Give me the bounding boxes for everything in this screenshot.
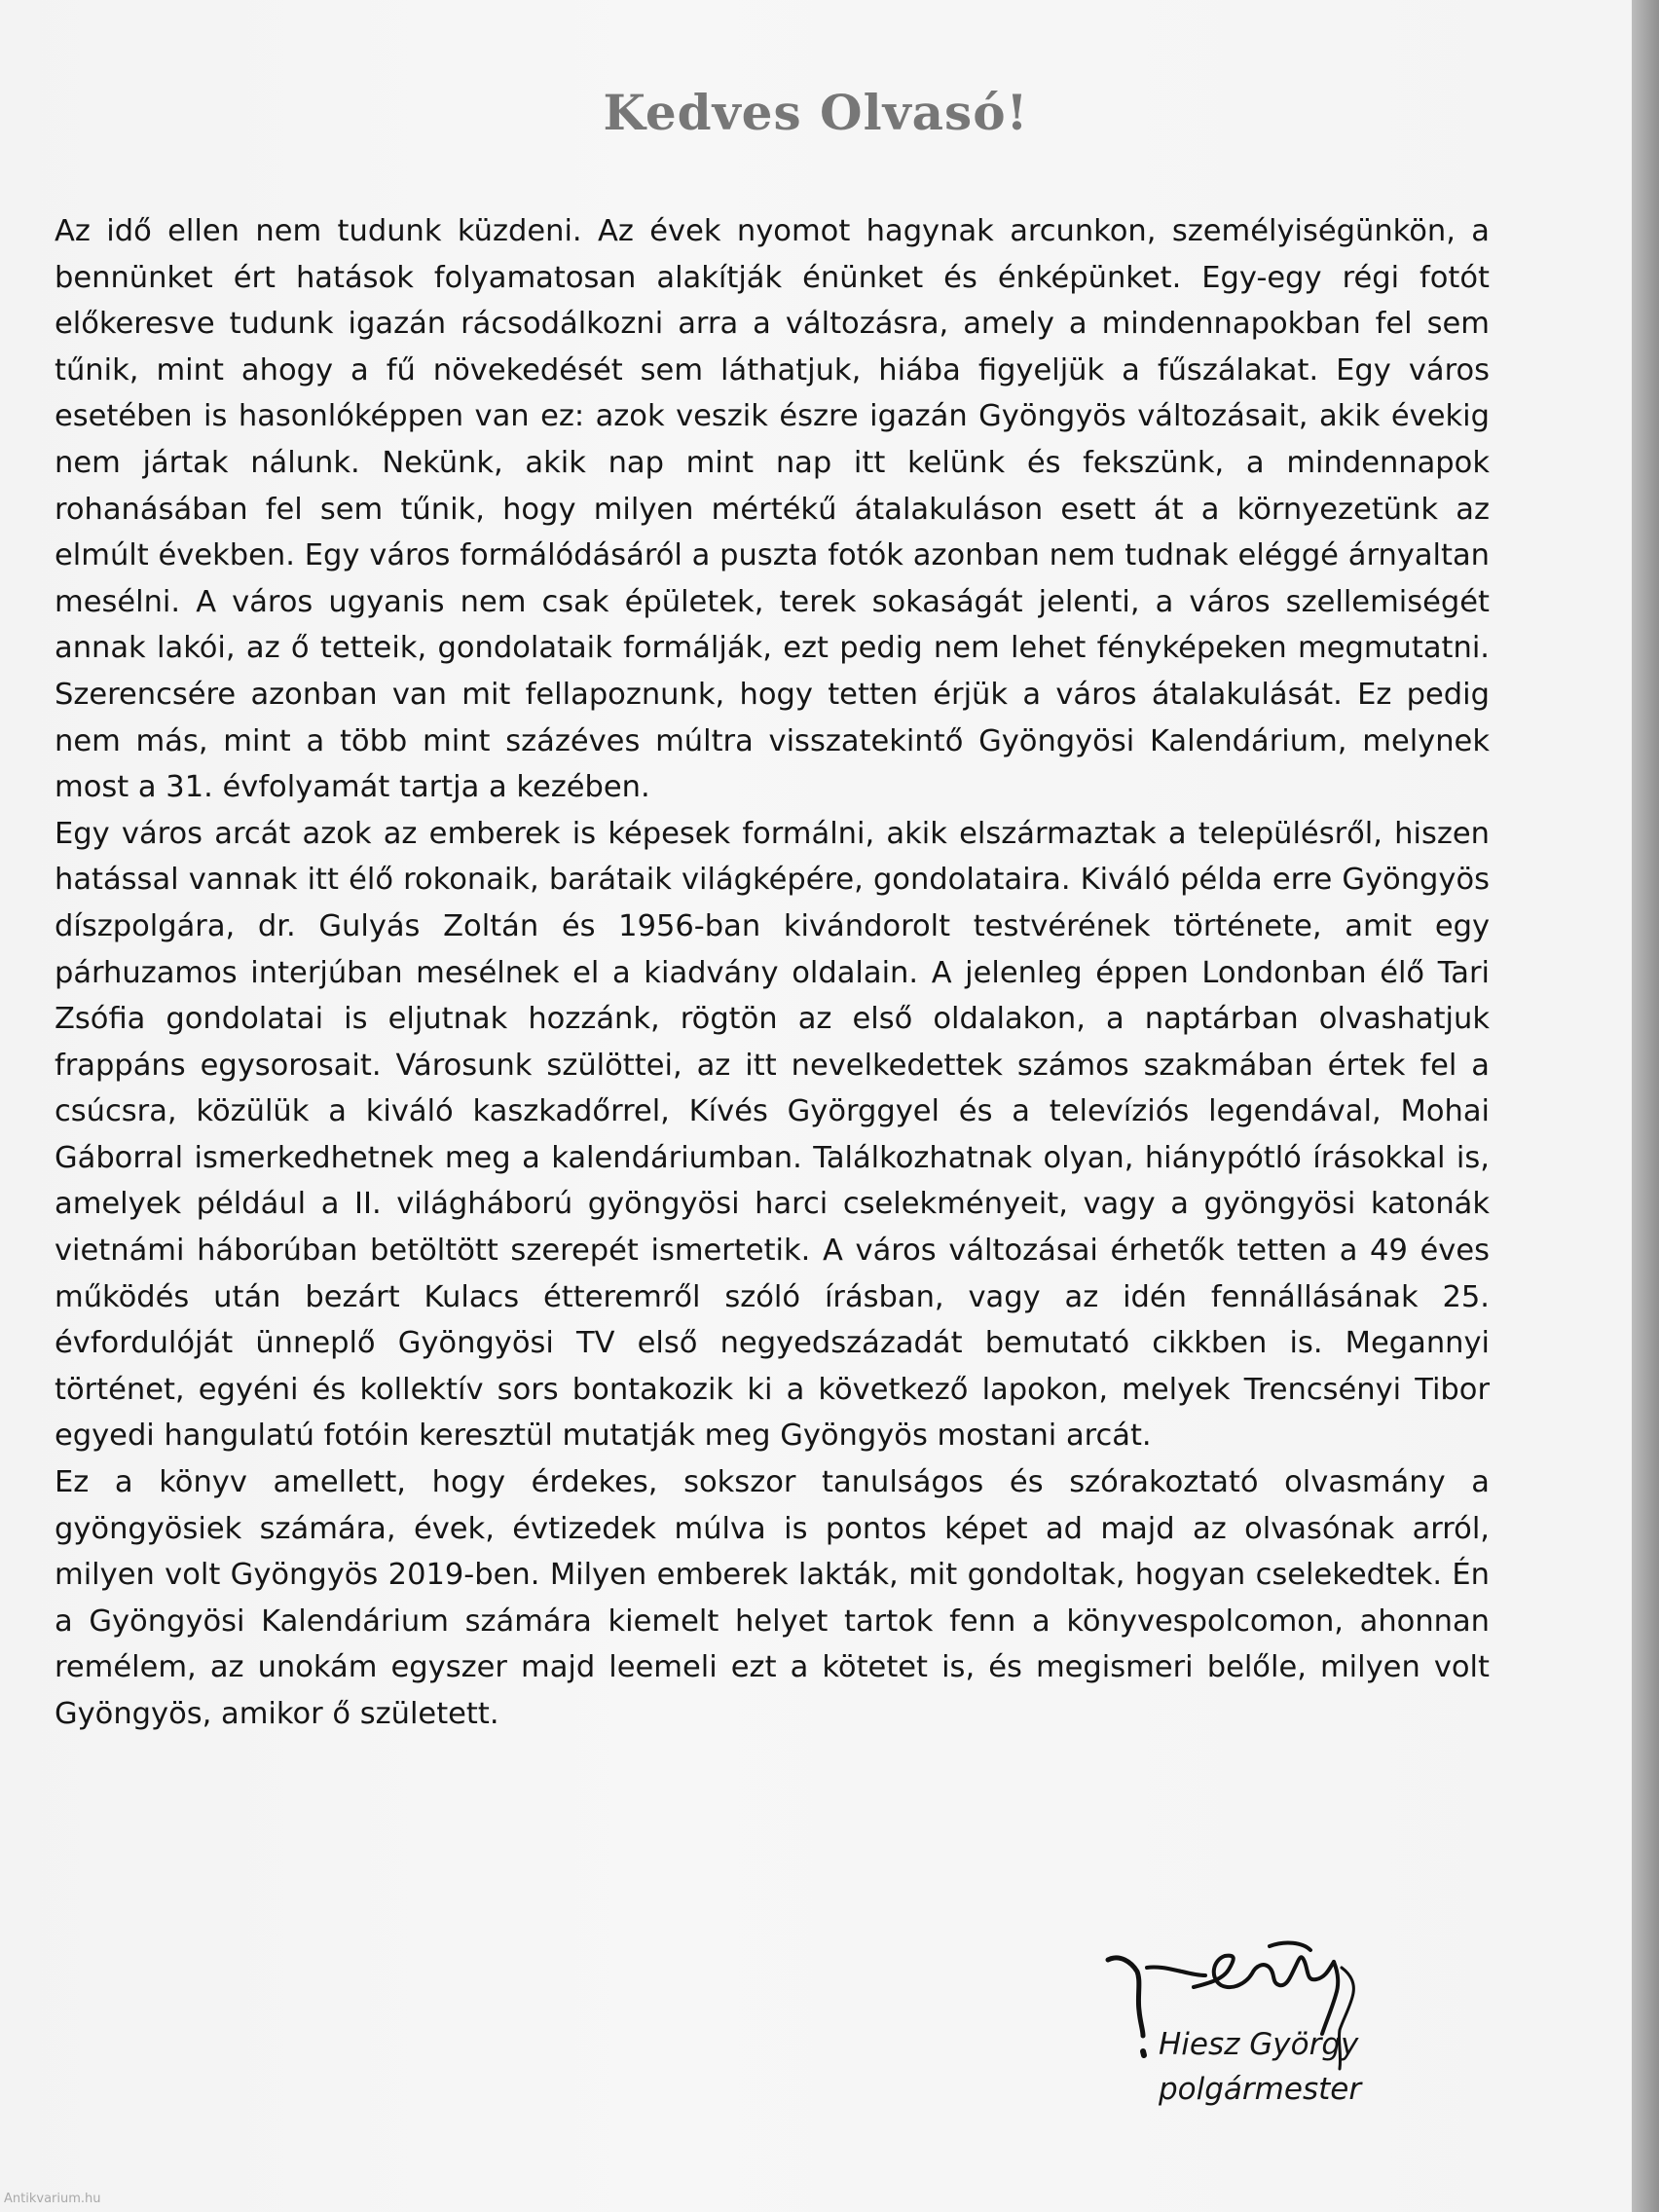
signatory-title: polgármester: [1159, 2072, 1362, 2107]
paragraph-3: Ez a könyv amellett, hogy érdekes, sokszor tanulságos és szórakoztató olvasmány a gyöngyösiek számára, évek, évtizedek múlva is pontos képet ad majd az olvasónak arról, milyen volt Gyöngyös 2019-ben. Milyen emberek lakták, mit gondoltak, hogyan cselekedtek. Én a Gyöngyösi Kalendárium számára kiemelt helyet tartok fenn a könyvespolcomon, ahonnan remélem, az unokám egyszer majd leemeli ezt a kötetet is, és megismeri belőle, milyen volt Gyöngyös, amikor ő született.: [55, 1465, 1490, 1731]
paragraph-2: Egy város arcát azok az emberek is képesek formálni, akik elszármaztak a településről, hiszen hatással vannak itt élő rokonaik, barátaik világképére, gondolataira. Kiváló példa erre Gyöngyös díszpolgára, dr. Gulyás Zoltán és 1956-ban kivándorolt testvérének története, amit egy párhuzamos interjúban mesélnek el a kiadvány oldalain. A jelenleg éppen Londonban élő Tari Zsófia gondolatai is eljutnak hozzánk, rögtön az első oldalakon, a naptárban olvashatjuk frappáns egysorosait. Városunk szülöttei, az itt nevelkedettek számos szakmában értek fel a csúcsra, közülük a kiváló kaszkadőrrel, Kívés Györggyel és a televíziós legendával, Mohai Gáborral ismerkedhetnek meg a kalendáriumban. Találkozhatnak olyan, hiánypótló írásokkal is, amelyek például a II. világháború gyöngyösi harci cselekményeit, vagy a gyöngyösi katonák vietnámi háborúban betöltött szerepét ismertetik. A város változásai érhetők tetten a 49 éves működés után bezárt Kulacs étteremről szóló írásban, vagy az idén fennállásának 25. évfordulóját ünneplő Gyöngyösi TV első negyedszázadát bemutató cikkben is. Megannyi történet, egyéni és kollektív sors bontakozik ki a következő lapokon, melyek Trencsényi Tibor egyedi hangulatú fotóin keresztül mutatják meg Gyöngyös mostani arcát.: [55, 816, 1490, 1454]
signatory-name: Hiesz György: [1159, 2027, 1359, 2062]
watermark: Antikvarium.hu: [4, 2192, 101, 2206]
letter-body: [55, 208, 1490, 1738]
paragraph-1: Az idő ellen nem tudunk küzdeni. Az évek nyomot hagynak arcunkon, személyiségünkön, a bennünket ért hatások folyamatosan alakítják énünket és énképünket. Egy-egy régi fotót előkeresve tudunk igazán rácsodálkozni arra a változásra, amely a mindennapokban fel sem tűnik, mint ahogy a fű növekedését sem láthatjuk, hiába figyeljük a fűszálakat. Egy város esetében is hasonlóképpen van ez: azok veszik észre igazán Gyöngyös változásait, akik évekig nem jártak nálunk. Nekünk, akik nap mint nap itt kelünk és fekszünk, a mindennapok rohanásában fel sem tűnik, hogy milyen mértékű átalakuláson esett át a környezetünk az elmúlt években. Egy város formálódásáról a puszta fotók azonban nem tudnak eléggé árnyaltan mesélni. A város ugyanis nem csak épületek, terek sokaságát jelenti, a város szellemiségét annak lakói, az ő tetteik, gondolataik formálják, ezt pedig nem lehet fényképeken megmutatni. Szerencsére azonban van mit fellapoznunk, hogy tetten érjük a város átalakulását. Ez pedig nem más, mint a több mint százéves múltra visszatekintő Gyöngyösi Kalendárium, melynek most a 31. évfolyamát tartja a kezében.: [55, 214, 1490, 805]
page-title: Kedves Olvasó!: [603, 84, 1029, 141]
handwritten-signature: [1100, 1933, 1441, 2088]
page-edge: [1632, 0, 1659, 2212]
